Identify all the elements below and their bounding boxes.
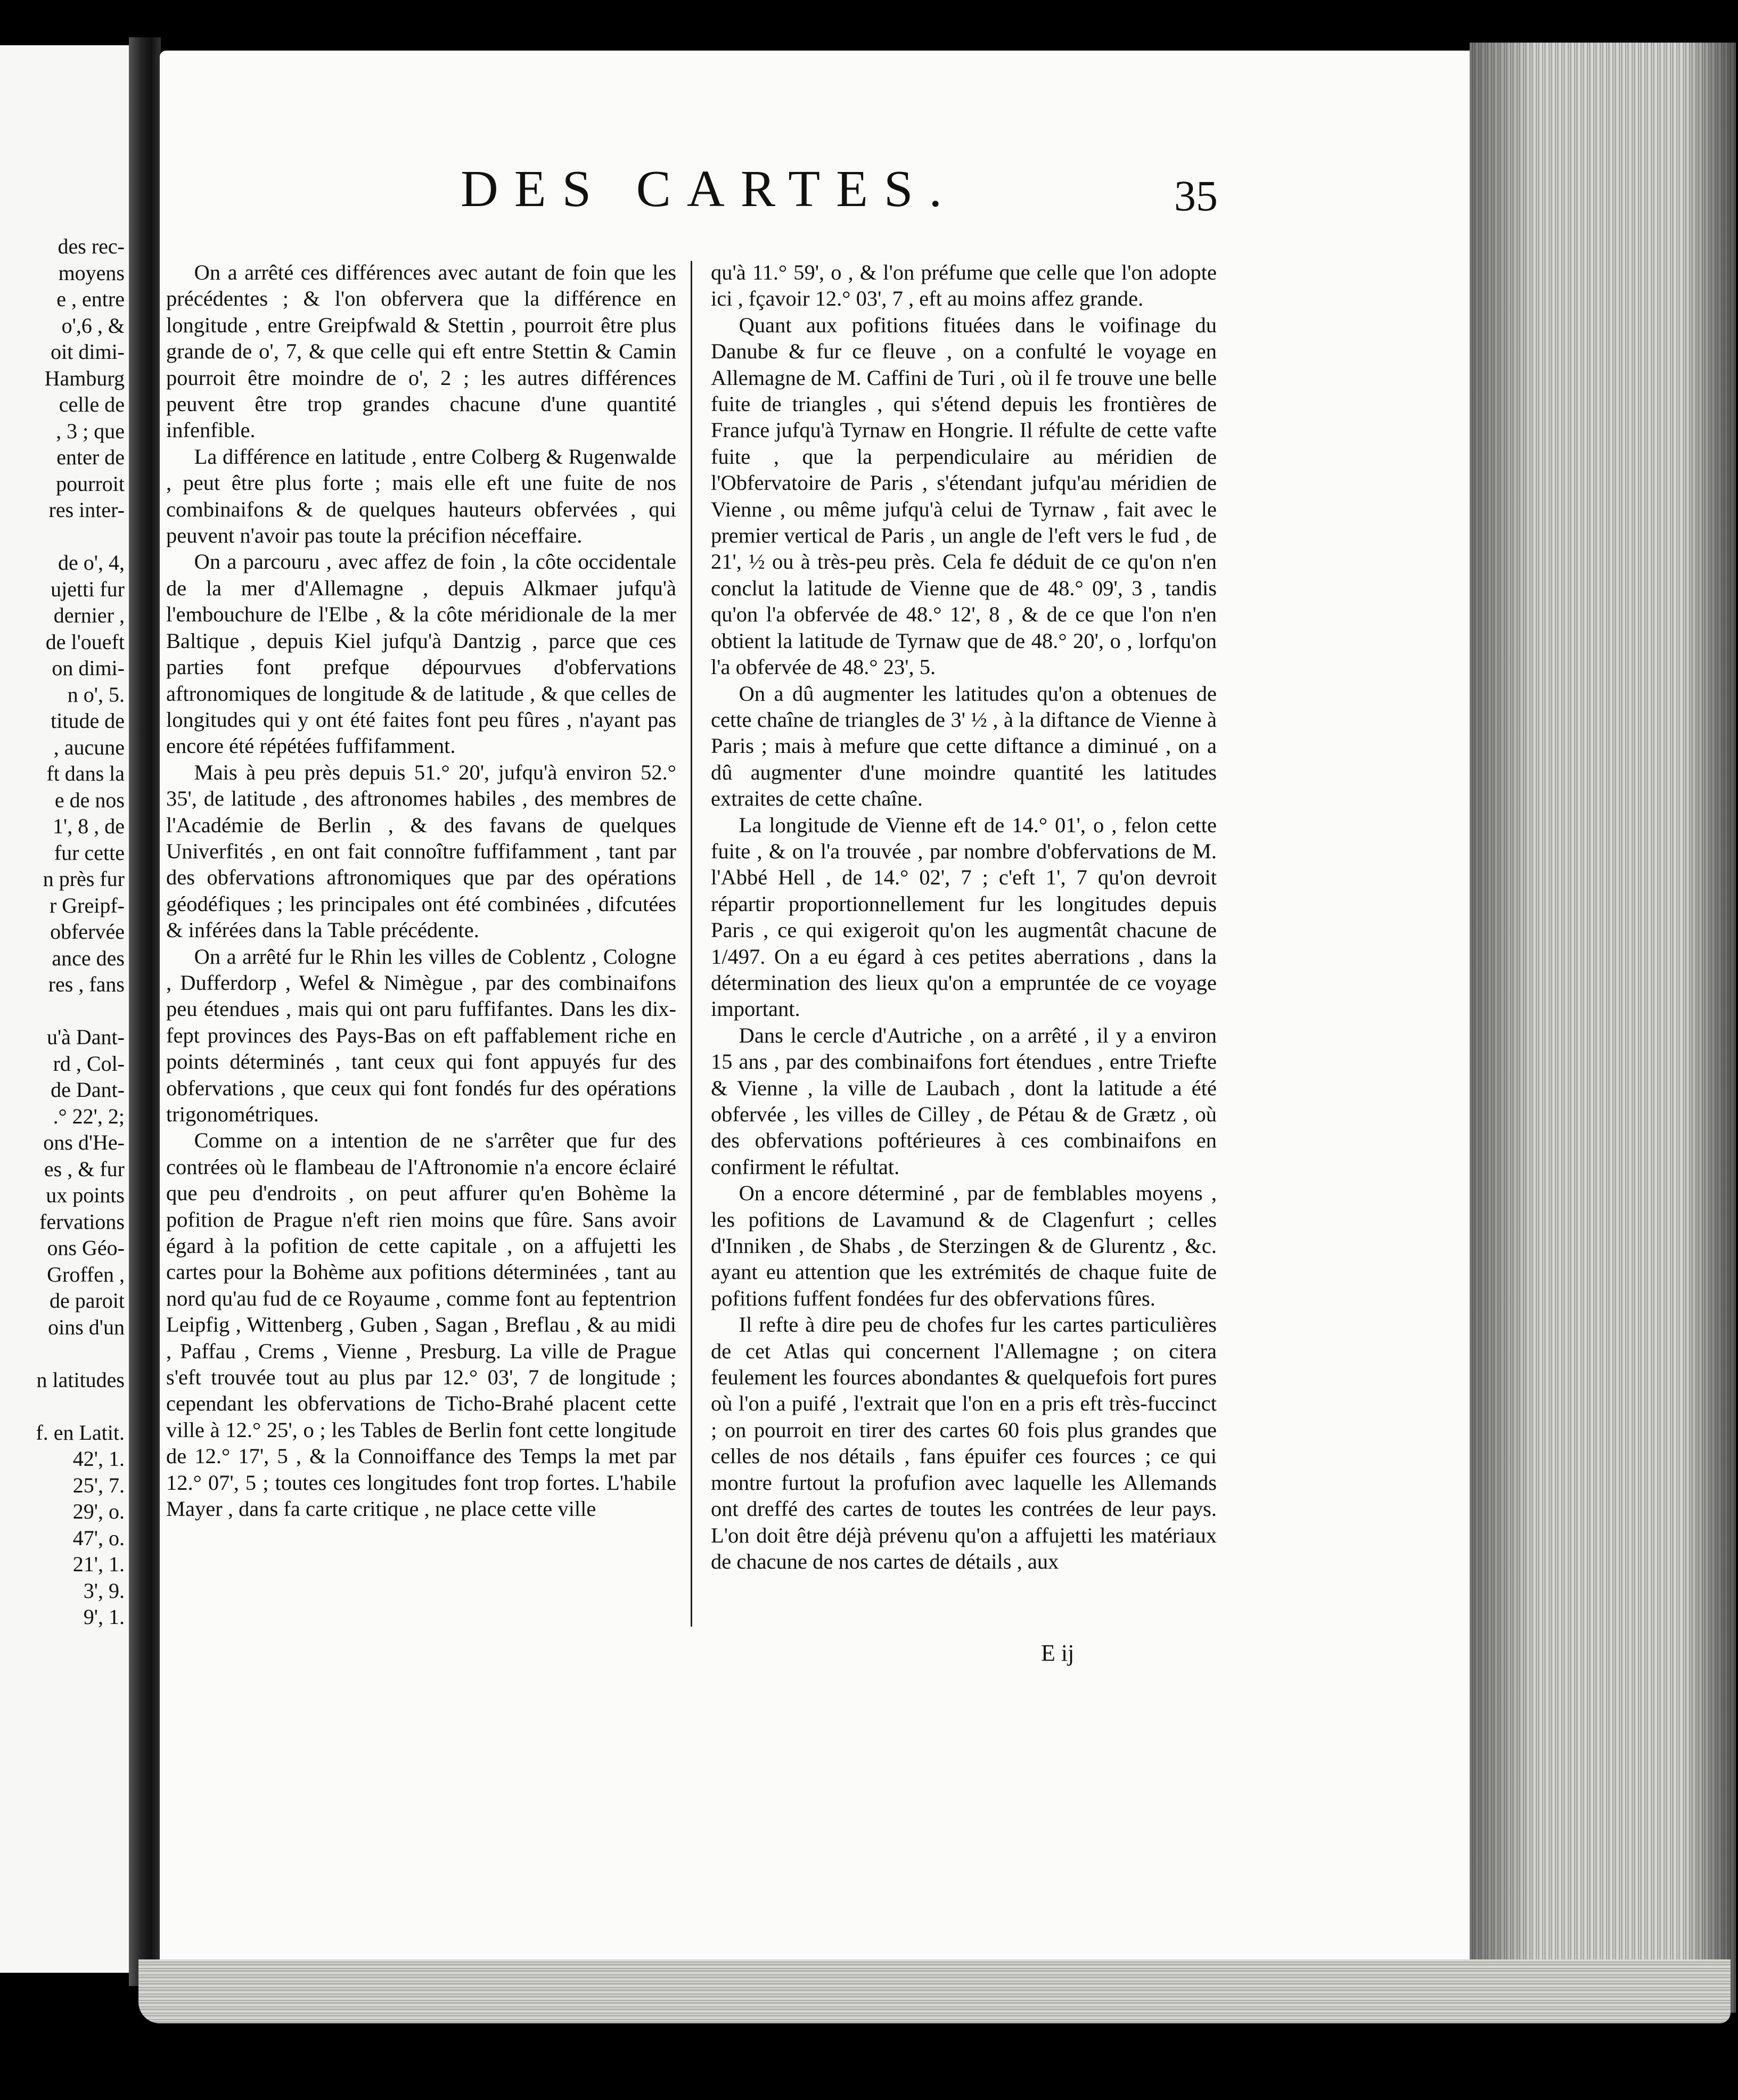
signature-mark: E ij: [1041, 1640, 1075, 1666]
facing-page-line: Hamburg: [44, 366, 125, 390]
facing-page-line: de o', 4,: [58, 551, 125, 575]
text-column-right: [711, 259, 1217, 1630]
facing-page-line: 9', 1.: [83, 1605, 125, 1629]
facing-page-line: ance des: [52, 946, 125, 970]
paragraph: Comme on a intention de ne s'arrêter que fur des contrées où le flambeau de l'Aftronomie n'a encore éclairé que peu d'endroits , on peut affurer qu'en Bohème la pofition de Prague n'eft rien moins que fûre. Sans avoir égard à la pofition de cette capitale , on a affujetti les cartes pour la Bohème aux pofitions déterminées , tant au nord qu'au fud de ce Royaume , comme font au feptentrion Leipfig , Wittenberg , Guben , Sagan , Breflau , & au midi , Paffau , Crems , Vienne , Presburg. La ville de Prague s'eft trouvée tout au plus par 12.° 03', 7 de longitude ; cependant les obfervations de Ticho-Brahé placent cette ville à 12.° 25', o ; les Tables de Berlin font cette longitude de 12.° 17', 5 , & la Connoiffance des Temps la met par 12.° 07', 5 ; toutes ces longitudes font trop fortes. L'habile Mayer , dans fa carte critique , ne place cette ville: [166, 1128, 676, 1521]
facing-page-line: 25', 7.: [72, 1473, 125, 1497]
facing-page-line: .° 22', 2;: [53, 1104, 125, 1128]
paragraph: La longitude de Vienne eft de 14.° 01', o , felon cette fuite , & on l'a trouvée , par nombre d'obfervations de M. l'Abbé Hell , de 14.° 02', 7 ; c'eft 1', 7 qu'on devroit répartir proportionnellement fur les longitudes depuis Paris , ce qui exigeroit qu'on les augmentât chacune de 1/497. On a eu égard à ces petites aberrations , dans la détermination des lieux qu'on a empruntée de ce voyage important.: [711, 813, 1217, 1021]
facing-page-line: ux points: [46, 1183, 125, 1207]
paragraph: Quant aux pofitions fituées dans le voifinage du Danube & fur ce fleuve , on a confulté le voyage en Allemagne de M. Caffini de Turi , où il fe trouve une belle fuite de triangles , qui s'étend depuis les frontières de France jufqu'à Tyrnaw en Hongrie. Il réfulte de cette vafte fuite , que la perpendiculaire au méridien de l'Obfervatoire de Paris , s'étendant jufqu'au méridien de Vienne , ou même jufqu'à celui de Tyrnaw , fait avec le premier vertical de Paris , un angle de l'eft vers le fud , de 21', ½ ou à très-peu près. Cela fe déduit de ce qu'on n'en conclut la latitude de Vienne que de 48.° 09', 3 , tandis qu'on l'a obfervée de 48.° 12', 8 , & de ce que l'on n'en obtient la latitude de Tyrnaw que de 48.° 20', o , lorfqu'on l'a obfervée de 48.° 23', 5.: [711, 313, 1217, 679]
facing-page-line: res inter-: [48, 498, 125, 522]
facing-page-line: , aucune: [53, 735, 125, 759]
facing-page-line: de l'oueft: [45, 629, 125, 654]
facing-page-line: titude de: [51, 709, 125, 733]
facing-page-line: oins d'un: [48, 1315, 125, 1339]
page-edges-shadow: [1470, 43, 1736, 2013]
paragraph: La différence en latitude , entre Colberg & Rugenwalde , peut être plus forte ; mais elle eft une fuite de nos combinaifons & de quelques hauteurs obfervées , qui peuvent n'avoir pas toute la précifion néceffaire.: [166, 444, 676, 548]
facing-page-line: 29', o.: [72, 1499, 125, 1523]
facing-page-line: celle de: [59, 392, 125, 416]
facing-page-line: e de nos: [54, 788, 125, 812]
facing-page-line: e , entre: [56, 287, 125, 311]
facing-page-line: 1', 8 , de: [53, 814, 125, 838]
facing-page-line: enter de: [56, 445, 125, 469]
paragraph: On a encore déterminé , par de femblables moyens , les pofitions de Lavamund & de Clagenfurt ; celles d'Inniken , de Shabs , de Sterzingen & de Glurentz , &c. ayant eu attention que les extrémités de chaque fuite de pofitions fuffent fondées fur des obfervations fûres.: [711, 1181, 1217, 1310]
facing-page-line: es , & fur: [44, 1156, 125, 1181]
facing-page-line: moyens: [58, 260, 125, 285]
paragraph: qu'à 11.° 59', o , & l'on préfume que celle que l'on adopte ici , fçavoir 12.° 03', 7 , eft au moins affez grande.: [711, 260, 1217, 311]
facing-page-line: u'à Dant-: [46, 1025, 125, 1049]
facing-page-line: ons Géo-: [47, 1236, 125, 1260]
running-title: DES CARTES.: [461, 160, 958, 218]
book-gutter: [129, 37, 161, 1986]
facing-page-line: des rec-: [58, 234, 125, 258]
facing-page-line: ft dans la: [46, 761, 125, 785]
facing-page-line: dernier ,: [53, 603, 125, 627]
facing-page-line: f. en Latit.: [36, 1420, 125, 1445]
facing-page-line: r Greipf-: [49, 893, 125, 917]
facing-page-line: n latitudes: [36, 1367, 125, 1392]
facing-page-line: ons d'He-: [43, 1130, 125, 1154]
paragraph: Il refte à dire peu de chofes fur les cartes particulières de cet Atlas qui concernent l'Allemagne ; on citera feulement les fources abondantes & quelquefois fort pures où l'on a puifé , l'extrait que l'on en a pris eft très-fuccinct ; on pourroit en tirer des cartes 60 fois plus grandes que celles de nos détails , fans épuifer ces fources ; ce qui montre furtout la profufion avec laquelle les Allemands ont dreffé des cartes de toutes les contrées de leur pays. L'on doit être déjà prévenu qu'on a affujetti les matériaux de chacune de nos cartes de détails , aux: [711, 1312, 1217, 1573]
facing-page-line: oit dimi-: [51, 340, 125, 364]
facing-page-line: 21', 1.: [72, 1552, 125, 1576]
facing-page-line: rd , Col-: [53, 1051, 125, 1076]
facing-page-line: pourroit: [56, 471, 125, 496]
facing-page-line: 3', 9.: [83, 1578, 125, 1603]
facing-page-line: de paroit: [49, 1289, 125, 1312]
facing-page-line: n o', 5.: [67, 682, 125, 707]
facing-page-line: ujetti fur: [51, 577, 125, 601]
facing-page-line: 42', 1.: [72, 1447, 125, 1471]
bottom-page-edges: [138, 1959, 1731, 2023]
text-column-left: [166, 259, 676, 1630]
facing-page-line: n près fur: [43, 867, 125, 891]
facing-page-line: Groffen ,: [47, 1262, 125, 1286]
column-rule: [691, 261, 692, 1627]
facing-page-line: , 3 ; que: [56, 419, 125, 443]
facing-page-line: fur cette: [54, 840, 125, 865]
facing-page-line: res , fans: [48, 972, 125, 996]
facing-page-line: on dimi-: [52, 656, 125, 680]
paragraph: Mais à peu près depuis 51.° 20', jufqu'à environ 52.° 35', de latitude , des aftronomes habiles , des membres de l'Académie de Berlin , & des favans de quelques Univerfités , en ont fait connoître fuffifamment , tant par des obfervations aftronomiques que par des opérations géodéfiques ; les principales ont été combinées , difcutées & inférées dans la Table précédente.: [166, 760, 676, 942]
paragraph: On a arrêté ces différences avec autant de foin que les précédentes ; & l'on obfervera que la différence en longitude , entre Greipfwald & Stettin , pourroit être plus grande de o', 7, & que celle qui eft entre Stettin & Camin pourroit être moindre de o', 2 ; les autres différences peuvent être trop grandes chacune d'une quantité infenfible.: [166, 260, 676, 442]
paragraph: On a dû augmenter les latitudes qu'on a obtenues de cette chaîne de triangles de 3' ½ , à la diftance de Vienne à Paris ; mais à mefure que cette diftance a diminué , on a dû augmenter d'une moindre quantité les latitudes extraites de cette chaîne.: [711, 681, 1217, 811]
facing-page-line: o',6 , &: [61, 313, 125, 338]
facing-page-line: fervations: [39, 1209, 125, 1234]
paragraph: Dans le cercle d'Autriche , on a arrêté , il y a environ 15 ans , par des combinaifons fort étendues , entre Triefte & Vienne , la ville de Laubach , dont la latitude a été obfervée , les villes de Cilley , de Pétau & de Grætz , où des obfervations poftérieures à ces combinaifons en confirment le réfultat.: [711, 1023, 1217, 1179]
facing-page-line: de Dant-: [51, 1078, 125, 1102]
facing-page-line: obfervée: [50, 920, 125, 944]
facing-page-fragment: [0, 45, 129, 1973]
paragraph: On a arrêté fur le Rhin les villes de Coblentz , Cologne , Dufferdorp , Wefel & Nimègue , par des combinaifons peu étendues , mais qui ont paru fuffifantes. Dans les dix-fept provinces des Pays-Bas on eft paffablement riche en points déterminés , tant ceux qui font appuyés fur des obfervations , que ceux qui font fondés fur des opérations trigonométriques.: [166, 944, 676, 1126]
paragraph: On a parcouru , avec affez de foin , la côte occidentale de la mer d'Allemagne , depuis Alkmaer jufqu'à l'embouchure de l'Elbe , & la côte méridionale de la mer Baltique , depuis Kiel jufqu'à Dantzig , parce que ces parties font prefque dépourvues d'obfervations aftronomiques de longitude & de latitude , & que celles de longitudes qui y ont été faites font peu fûres , n'ayant pas encore été répétées fuffifamment.: [166, 549, 676, 758]
page-number: 35: [1174, 171, 1218, 220]
facing-page-line: 47', o.: [72, 1525, 125, 1550]
